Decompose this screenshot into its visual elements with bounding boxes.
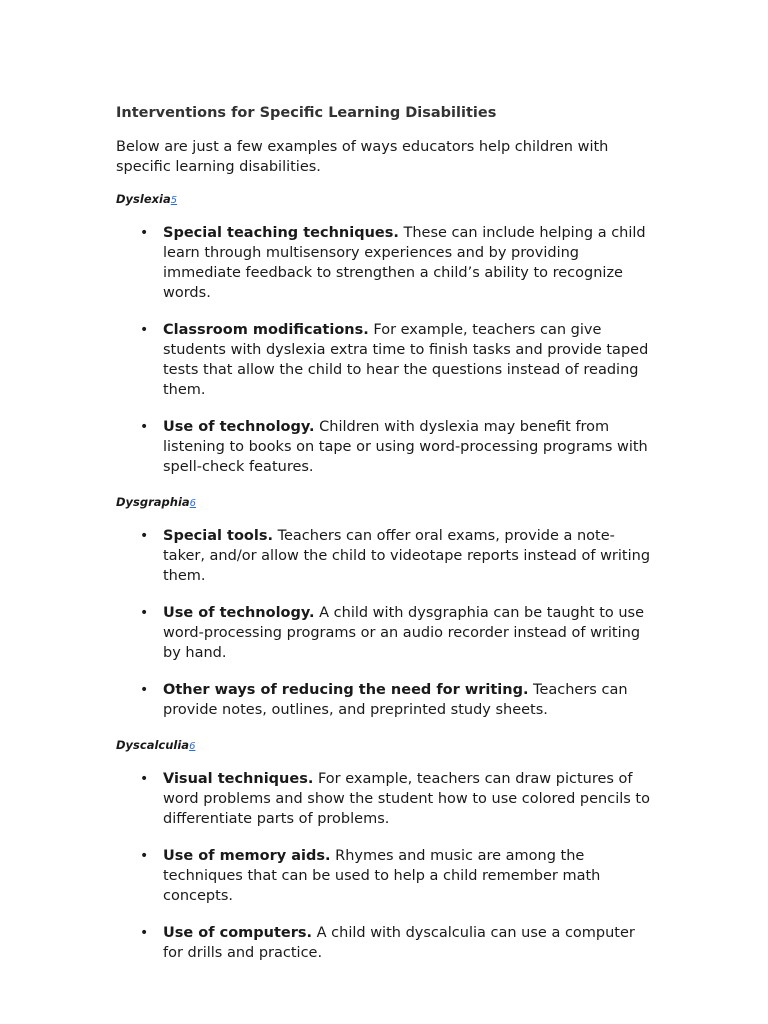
section-heading (116, 737, 656, 755)
item-lead: Use of technology. (163, 605, 315, 621)
list-item (116, 417, 656, 477)
item-text: Children with dyslexia may benefit from listening to books on tape or using word-processing programs with spell-check features. (163, 419, 648, 475)
bullet-icon: • (140, 682, 149, 698)
list-item (116, 320, 656, 400)
section-dysgraphia (116, 494, 656, 720)
list-item (116, 923, 656, 963)
bullet-icon: • (140, 322, 149, 338)
item-text: A child with dyscalculia can use a computer for drills and practice. (163, 925, 635, 961)
intro-paragraph: Below are just a few examples of ways educators help children with specific learning disabilities. (116, 139, 609, 175)
list-item (116, 603, 656, 663)
list-item (116, 526, 656, 586)
item-lead: Use of technology. (163, 419, 315, 435)
item-lead: Use of computers. (163, 925, 313, 941)
item-lead: Use of memory aids. (163, 848, 331, 864)
item-lead: Visual techniques. (163, 771, 314, 787)
bullet-icon: • (140, 419, 149, 435)
footnote-link[interactable]: 6 (189, 498, 197, 509)
item-text: Teachers can provide notes, outlines, and preprinted study sheets. (163, 682, 628, 718)
section-heading (116, 191, 656, 209)
item-lead: Special tools. (163, 528, 273, 544)
item-text: For example, teachers can draw pictures of word problems and show the student how to use colored pencils to differentiate parts of problems. (163, 771, 650, 827)
item-text: For example, teachers can give students with dyslexia extra time to finish tasks and provide taped tests that allow the child to hear the questions instead of reading them. (163, 322, 649, 398)
section-dyscalculia (116, 737, 656, 963)
section-heading-label: Dysgraphia (116, 495, 190, 509)
document-page (116, 103, 656, 980)
list-item (116, 223, 656, 303)
page-title: Interventions for Specific Learning Disabilities (116, 105, 497, 121)
bullet-list (116, 769, 656, 963)
section-heading-label: Dyslexia (116, 192, 171, 206)
bullet-icon: • (140, 528, 149, 544)
footnote-link[interactable]: 6 (189, 741, 196, 752)
list-item (116, 680, 656, 720)
bullet-icon: • (140, 605, 149, 621)
section-dyslexia (116, 191, 656, 477)
item-text: Teachers can offer oral exams, provide a note-taker, and/or allow the child to videotape reports instead of writing them. (163, 528, 651, 584)
item-text: These can include helping a child learn through multisensory experiences and by providing immediate feedback to strengthen a child’s ability to recognize words. (163, 225, 646, 301)
bullet-list (116, 223, 656, 477)
bullet-icon: • (140, 925, 149, 941)
list-item (116, 846, 656, 906)
item-lead: Classroom modifications. (163, 322, 369, 338)
bullet-icon: • (140, 848, 149, 864)
list-item (116, 769, 656, 829)
section-heading-label: Dyscalculia (116, 738, 190, 752)
item-lead: Special teaching techniques. (163, 225, 399, 241)
bullet-icon: • (140, 771, 149, 787)
section-heading (116, 494, 656, 512)
bullet-icon: • (140, 225, 149, 241)
bullet-list (116, 526, 656, 720)
item-text: Rhymes and music are among the techniques that can be used to help a child remember math concepts. (163, 848, 601, 904)
footnote-link[interactable]: 5 (170, 195, 178, 206)
item-lead: Other ways of reducing the need for writing. (163, 682, 529, 698)
item-text: A child with dysgraphia can be taught to use word-processing programs or an audio recorder instead of writing by hand. (163, 605, 645, 661)
